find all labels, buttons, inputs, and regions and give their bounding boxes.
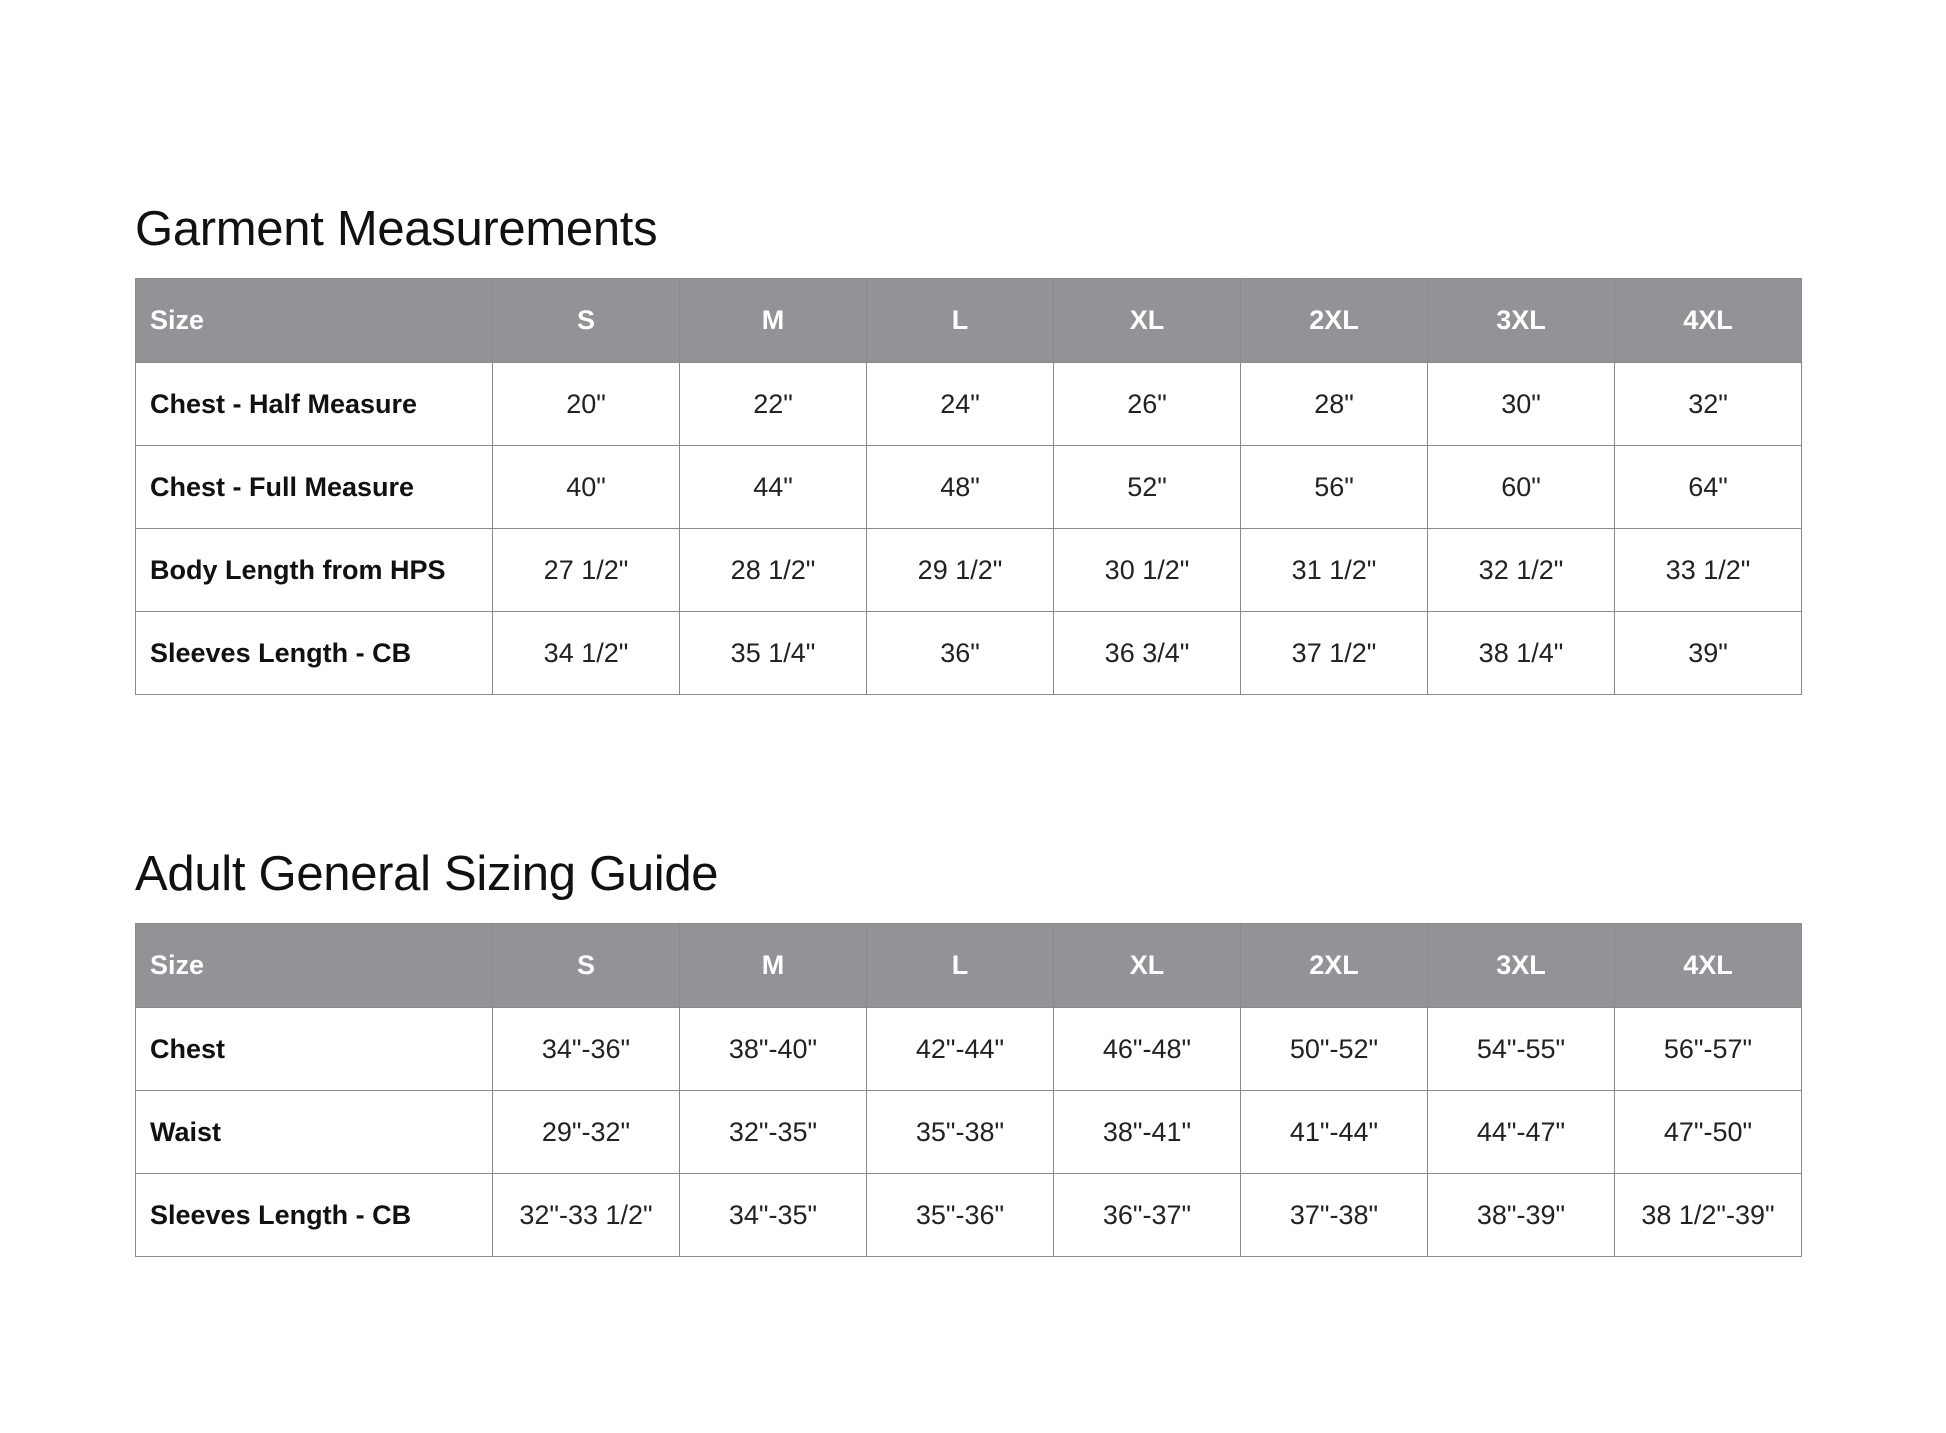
table-row (136, 529, 1802, 612)
measurement-cell: 47"-50" (1615, 1091, 1802, 1174)
measurement-cell: 38"-40" (680, 1008, 867, 1091)
size-header-m: M (680, 279, 867, 363)
table-row (136, 612, 1802, 695)
row-label: Chest - Full Measure (136, 446, 493, 529)
measurement-cell: 50"-52" (1241, 1008, 1428, 1091)
measurement-cell: 36"-37" (1054, 1174, 1241, 1257)
measurement-cell: 38"-39" (1428, 1174, 1615, 1257)
measurement-cell: 32"-33 1/2" (493, 1174, 680, 1257)
measurement-cell: 42"-44" (867, 1008, 1054, 1091)
measurement-cell: 48" (867, 446, 1054, 529)
measurement-cell: 38 1/2"-39" (1615, 1174, 1802, 1257)
size-header-xl: XL (1054, 924, 1241, 1008)
measurement-cell: 40" (493, 446, 680, 529)
size-header-3xl: 3XL (1428, 279, 1615, 363)
table-row (136, 1008, 1802, 1091)
size-header-m: M (680, 924, 867, 1008)
row-label: Chest (136, 1008, 493, 1091)
table-row (136, 1174, 1802, 1257)
size-header-2xl: 2XL (1241, 924, 1428, 1008)
measurement-cell: 64" (1615, 446, 1802, 529)
measurement-cell: 28 1/2" (680, 529, 867, 612)
size-header-2xl: 2XL (1241, 279, 1428, 363)
measurement-cell: 36" (867, 612, 1054, 695)
size-header-3xl: 3XL (1428, 924, 1615, 1008)
measurement-cell: 32" (1615, 363, 1802, 446)
row-label: Sleeves Length - CB (136, 612, 493, 695)
measurement-cell: 46"-48" (1054, 1008, 1241, 1091)
size-header-s: S (493, 924, 680, 1008)
measurement-cell: 39" (1615, 612, 1802, 695)
measurement-cell: 34"-35" (680, 1174, 867, 1257)
table-row (136, 446, 1802, 529)
measurement-cell: 56"-57" (1615, 1008, 1802, 1091)
measurement-cell: 44"-47" (1428, 1091, 1615, 1174)
measurement-cell: 35"-36" (867, 1174, 1054, 1257)
row-label: Sleeves Length - CB (136, 1174, 493, 1257)
measurement-cell: 34"-36" (493, 1008, 680, 1091)
measurement-cell: 27 1/2" (493, 529, 680, 612)
measurement-cell: 31 1/2" (1241, 529, 1428, 612)
measurement-cell: 30" (1428, 363, 1615, 446)
measurement-cell: 52" (1054, 446, 1241, 529)
measurement-cell: 37"-38" (1241, 1174, 1428, 1257)
measurement-cell: 35"-38" (867, 1091, 1054, 1174)
measurement-cell: 38 1/4" (1428, 612, 1615, 695)
garment-measurements-title: Garment Measurements (135, 202, 658, 256)
measurement-cell: 34 1/2" (493, 612, 680, 695)
measurement-cell: 33 1/2" (1615, 529, 1802, 612)
measurement-cell: 54"-55" (1428, 1008, 1615, 1091)
table-row (136, 1091, 1802, 1174)
measurement-cell: 60" (1428, 446, 1615, 529)
size-header-s: S (493, 279, 680, 363)
row-label: Waist (136, 1091, 493, 1174)
measurement-cell: 32"-35" (680, 1091, 867, 1174)
measurement-cell: 20" (493, 363, 680, 446)
measurement-cell: 56" (1241, 446, 1428, 529)
measurement-cell: 41"-44" (1241, 1091, 1428, 1174)
size-header-4xl: 4XL (1615, 924, 1802, 1008)
measurement-cell: 22" (680, 363, 867, 446)
table-header-row (136, 924, 1802, 1008)
measurement-cell: 32 1/2" (1428, 529, 1615, 612)
size-header-label: Size (136, 279, 493, 363)
row-label: Chest - Half Measure (136, 363, 493, 446)
adult-sizing-guide-title: Adult General Sizing Guide (135, 847, 719, 901)
garment-measurements-section (135, 198, 1800, 668)
measurement-cell: 44" (680, 446, 867, 529)
size-header-l: L (867, 924, 1054, 1008)
garment-measurements-table (135, 278, 1802, 695)
size-header-label: Size (136, 924, 493, 1008)
measurement-cell: 30 1/2" (1054, 529, 1241, 612)
adult-sizing-guide-section (135, 843, 1800, 1230)
adult-sizing-guide-table (135, 923, 1802, 1257)
measurement-cell: 35 1/4" (680, 612, 867, 695)
measurement-cell: 37 1/2" (1241, 612, 1428, 695)
row-label: Body Length from HPS (136, 529, 493, 612)
size-header-l: L (867, 279, 1054, 363)
size-header-4xl: 4XL (1615, 279, 1802, 363)
measurement-cell: 26" (1054, 363, 1241, 446)
table-header-row (136, 279, 1802, 363)
measurement-cell: 24" (867, 363, 1054, 446)
table-row (136, 363, 1802, 446)
measurement-cell: 28" (1241, 363, 1428, 446)
size-header-xl: XL (1054, 279, 1241, 363)
measurement-cell: 29"-32" (493, 1091, 680, 1174)
measurement-cell: 38"-41" (1054, 1091, 1241, 1174)
measurement-cell: 36 3/4" (1054, 612, 1241, 695)
measurement-cell: 29 1/2" (867, 529, 1054, 612)
